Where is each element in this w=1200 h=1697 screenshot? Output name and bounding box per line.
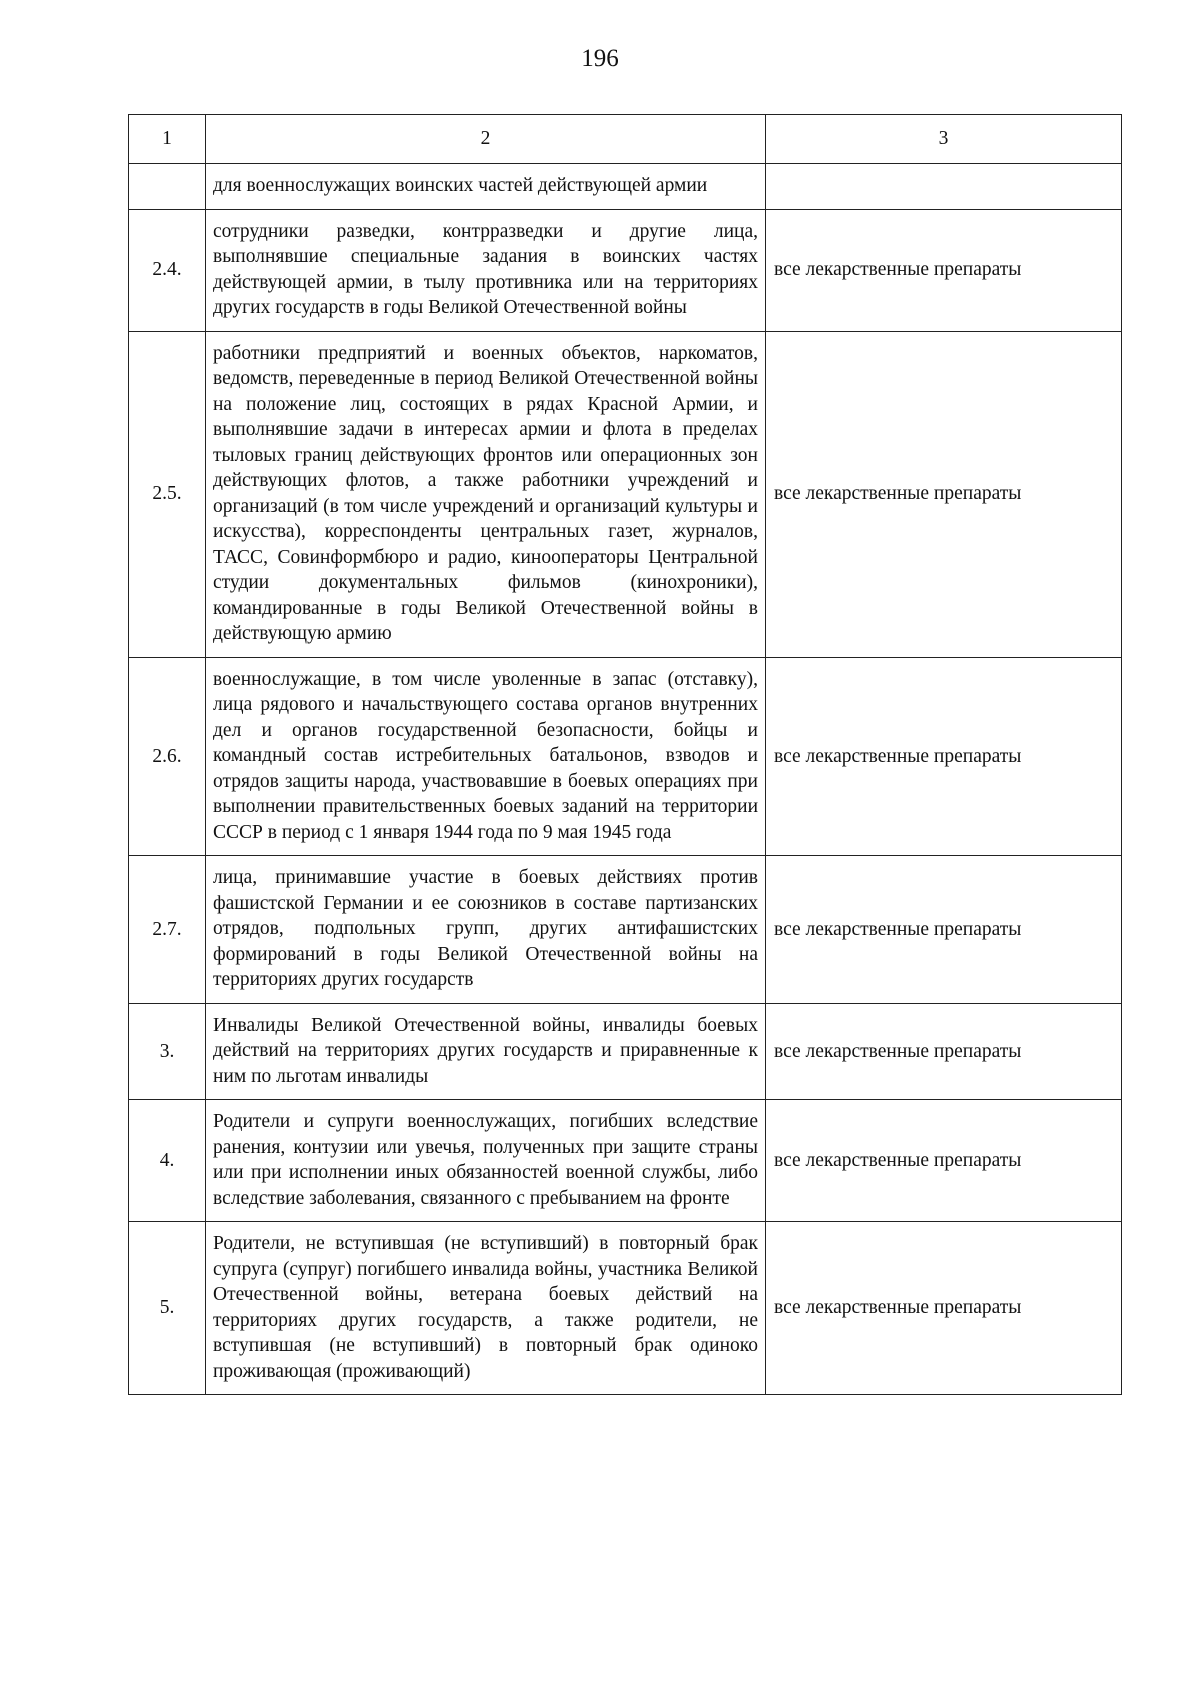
page-number: 196 — [581, 45, 619, 72]
row-number — [129, 164, 206, 210]
row-category: военнослужащие, в том числе уволенные в запас (отставку), лица рядового и начальствующего состава органов внутренних дел и органов государственной безопасности, бойцы и командный состав истребительных батальонов, взводов и отрядов защиты народа, участвовавшие в боевых операциях при выполнении правительственных боевых заданий на территории СССР в период с 1 января 1944 года по 9 мая 1945 года — [206, 657, 766, 856]
row-drugs: все лекарственные препараты — [766, 1100, 1122, 1222]
row-number: 4. — [129, 1100, 206, 1222]
row-number: 2.7. — [129, 856, 206, 1004]
table-row — [129, 1222, 1122, 1395]
column-header-3: 3 — [766, 115, 1122, 164]
table-row — [129, 209, 1122, 331]
row-number: 2.5. — [129, 331, 206, 657]
table-header-row — [129, 115, 1122, 164]
column-header-1: 1 — [129, 115, 206, 164]
row-drugs: все лекарственные препараты — [766, 1003, 1122, 1100]
row-drugs — [766, 164, 1122, 210]
table-row — [129, 331, 1122, 657]
row-number: 2.4. — [129, 209, 206, 331]
row-category: сотрудники разведки, контрразведки и другие лица, выполнявшие специальные задания в воинских частях действующей армии, в тылу противника или на территориях других государств в годы Великой Отечественной войны — [206, 209, 766, 331]
row-category: для военнослужащих воинских частей действующей армии — [206, 164, 766, 210]
row-category: Родители и супруги военнослужащих, погибших вследствие ранения, контузии или увечья, полученных при защите страны или при исполнении иных обязанностей военной службы, либо вследствие заболевания, связанного с пребыванием на фронте — [206, 1100, 766, 1222]
row-drugs: все лекарственные препараты — [766, 856, 1122, 1004]
table-row — [129, 1100, 1122, 1222]
table-row — [129, 1003, 1122, 1100]
row-category: Родители, не вступившая (не вступивший) в повторный брак супруга (супруг) погибшего инвалида войны, участника Великой Отечественной войны, ветерана боевых действий на территориях других государств, а также родители, не вступившая (не вступивший) в повторный брак одиноко проживающая (проживающий) — [206, 1222, 766, 1395]
table-row — [129, 856, 1122, 1004]
row-category: Инвалиды Великой Отечественной войны, инвалиды боевых действий на территориях других государств и приравненные к ним по льготам инвалиды — [206, 1003, 766, 1100]
row-drugs: все лекарственные препараты — [766, 209, 1122, 331]
row-number: 5. — [129, 1222, 206, 1395]
row-drugs: все лекарственные препараты — [766, 1222, 1122, 1395]
row-category: лица, принимавшие участие в боевых действиях против фашистской Германии и ее союзников в составе партизанских отрядов, подпольных групп, других антифашистских формирований в годы Великой Отечественной войны на территориях других государств — [206, 856, 766, 1004]
row-drugs: все лекарственные препараты — [766, 657, 1122, 856]
row-number: 2.6. — [129, 657, 206, 856]
row-number: 3. — [129, 1003, 206, 1100]
row-category: работники предприятий и военных объектов, наркоматов, ведомств, переведенные в период Великой Отечественной войны на положение лиц, состоящих в рядах Красной Армии, и выполнявшие задачи в интересах армии и флота в пределах тыловых границ действующих фронтов или операционных зон действующих флотов, а также работники учреждений и организаций (в том числе учреждений и организаций культуры и искусства), корреспонденты центральных газет, журналов, ТАСС, Совинформбюро и радио, кинооператоры Центральной студии документальных фильмов (кинохроники), командированные в годы Великой Отечественной войны в действующую армию — [206, 331, 766, 657]
benefits-table — [128, 114, 1122, 1395]
row-drugs: все лекарственные препараты — [766, 331, 1122, 657]
table-row — [129, 164, 1122, 210]
table-row — [129, 657, 1122, 856]
column-header-2: 2 — [206, 115, 766, 164]
